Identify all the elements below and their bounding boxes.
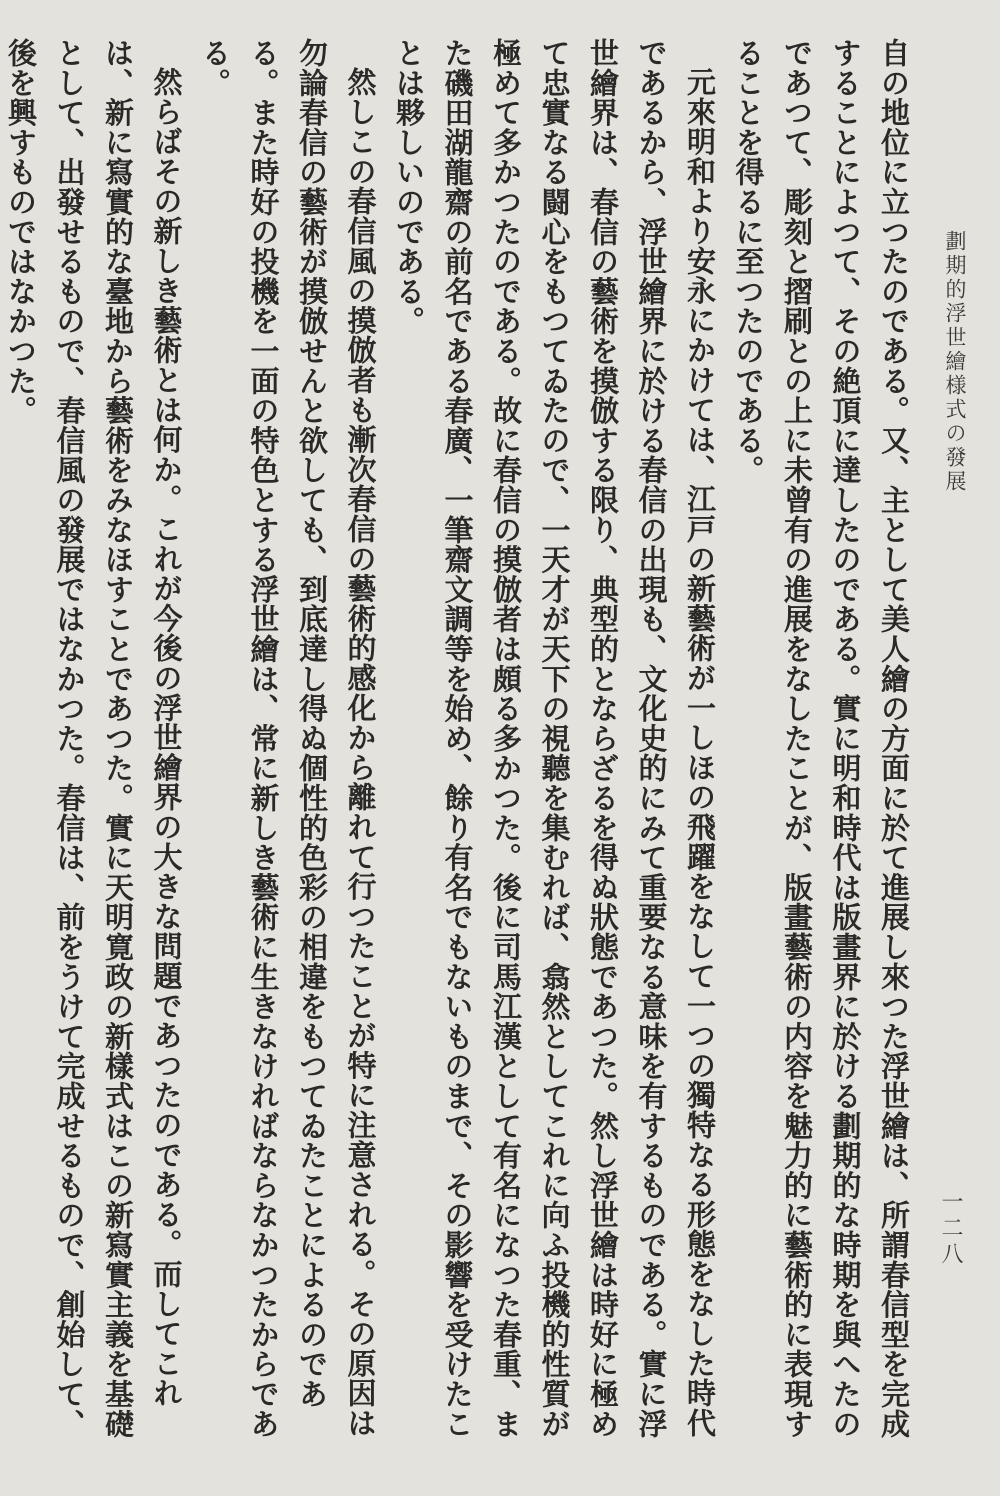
- page-number: 一二八: [938, 1190, 963, 1268]
- body-text: [4, 38, 918, 1458]
- paragraph: 元來明和より安永にかけては、江戸の新藝術が一しほの飛躍をなして一つの獨特なる形態をなした時代であるから、浮世繪界に於ける春信の出現も、文化史的にみて重要なる意味を有するものである。實に浮世繪界は、春信の藝術を摸倣する限り、典型的とならざるを得ぬ狀態であつた。然し浮世繪は時好に極めて忠實なる闘心をもつてゐたので、一天才が天下の視聽を集むれば、翕然としてこれに向ふ投機的性質が極めて多かつたのである。故に春信の摸倣者は頗る多かつた。後に司馬江漢として有名になつた春重、また磯田湖龍齋の前名である春廣、一筆齋文調等を始め、餘り有名でもないものまで、その影響を受けたことは夥しいのである。: [392, 38, 717, 1439]
- paragraph: 自の地位に立つたのである。又、主として美人繪の方面に於て進展し來つた浮世繪は、所謂春信型を完成することによつて、その絶頂に達したのである。實に明和時代は版畫界に於ける劃期的な時期を與へたのであつて、彫刻と摺刷との上に未曾有の進展をなしたことが、版畫藝術の内容を魅力的に藝術的に表現することを得るに至つたのである。: [731, 38, 911, 1439]
- running-title: 劃期的浮世繪様式の發展: [943, 230, 967, 494]
- paragraph: 然らばその新しき藝術とは何か。これが今後の浮世繪界の大きな問題であつたのである。而してこれは、新に寫實的な臺地から藝術をみなほすことであつた。實に天明寛政の新樣式はこの新寫實主義を基礎として、出發せるもので、春信風の發展ではなかつた。春信は、前をうけて完成せるもので、創始して、後を興すものではなかつた。: [4, 38, 184, 1439]
- paragraph: 然しこの春信風の摸倣者も漸次春信の藝術的感化から離れて行つたことが特に注意される。その原因は勿論春信の藝術が摸倣せんと欲しても、到底達し得ぬ個性的色彩の相違をもつてゐたことによるのである。また時好の投機を一面の特色とする浮世繪は、常に新しき藝術に生きなければならなかつたからである。: [198, 38, 378, 1439]
